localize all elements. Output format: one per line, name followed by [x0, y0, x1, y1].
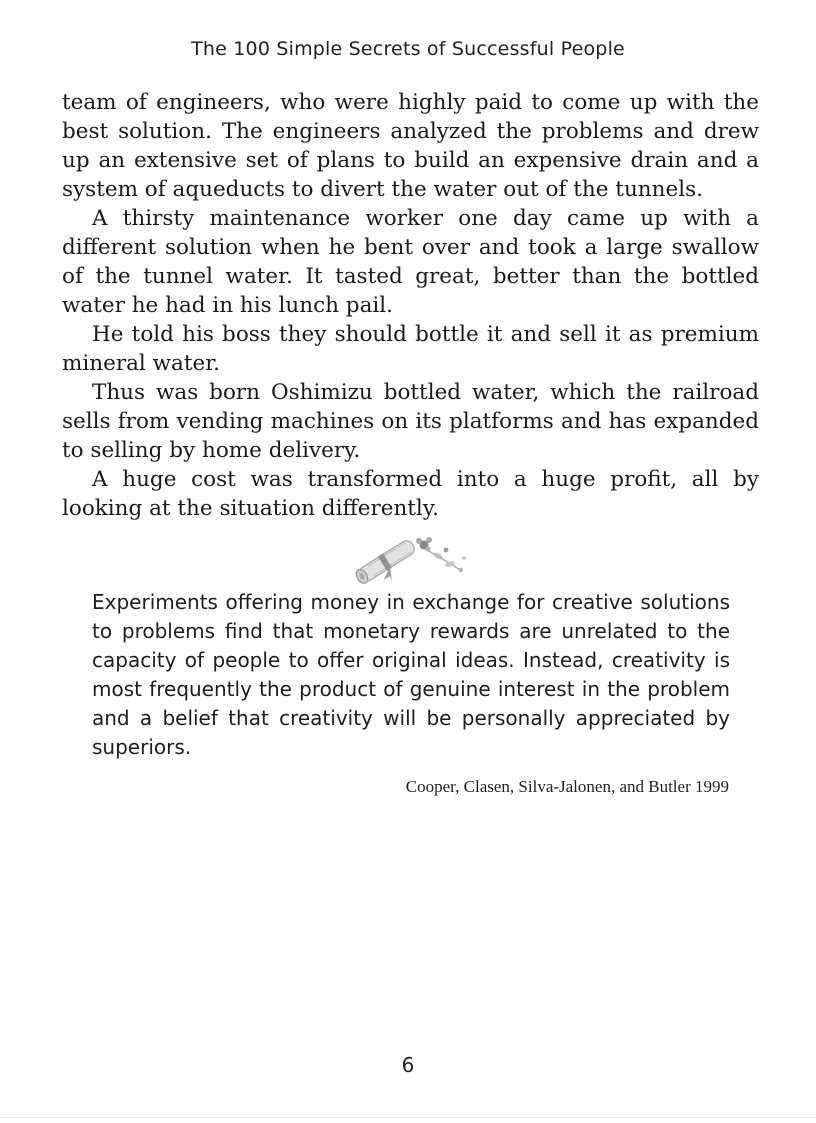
diploma-scroll-with-flower-icon [346, 526, 476, 584]
page-bottom-divider [0, 1117, 816, 1118]
running-header: The 100 Simple Secrets of Successful People [191, 38, 625, 60]
paragraph-told-boss: He told his boss they should bottle it and sell it as premium mineral water. [62, 322, 759, 376]
callout-text: Experiments offering money in exchange for creative solutions to problems find that monetary rewards are unrelated to the capacity of people to offer original ideas. Instead, creativity is most frequently the product of genuine interest in the problem and a belief that creativity will be personally appreciated by superiors. [92, 590, 730, 759]
body-text [62, 88, 759, 523]
paragraph-huge-cost: A huge cost was transformed into a huge profit, all by looking at the situation differently. [62, 467, 759, 521]
page-number: 6 [401, 1053, 415, 1077]
paragraph-maintenance-worker: A thirsty maintenance worker one day came up with a different solution when he bent over and took a large swallow of the tunnel water. It tasted great, better than the bottled water he had in his lunch pail. [62, 206, 759, 318]
paragraph-continued: team of engineers, who were highly paid to come up with the best solution. The engineers analyzed the problems and drew up an extensive set of plans to build an expensive drain and a system of aqueducts to divert the water out of the tunnels. [62, 90, 759, 202]
paragraph-oshimizu: Thus was born Oshimizu bottled water, which the railroad sells from vending machines on its platforms and has expanded to selling by home delivery. [62, 380, 759, 463]
callout-citation: Cooper, Clasen, Silva-Jalonen, and Butler 1999 [405, 777, 729, 796]
research-callout [92, 588, 730, 762]
